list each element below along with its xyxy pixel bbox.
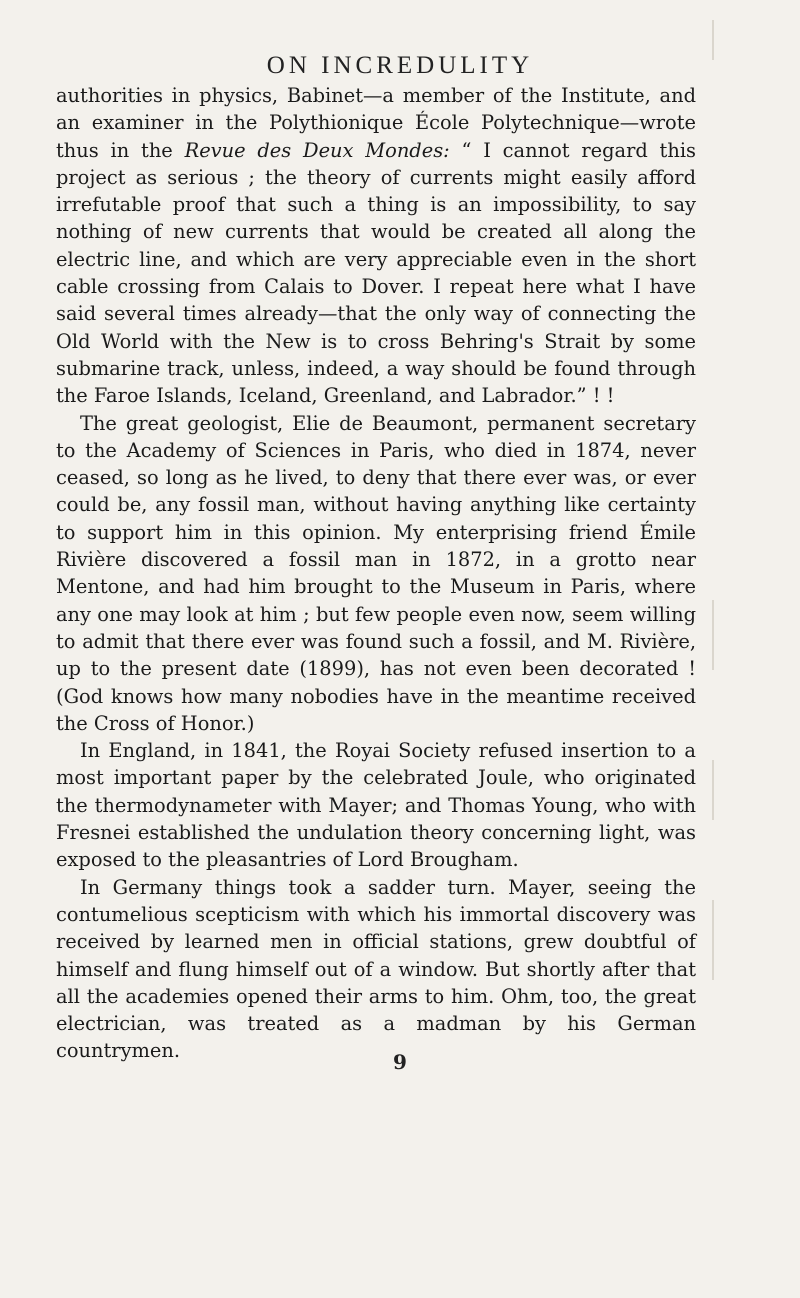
paragraph-1 (56, 82, 696, 410)
running-head: ON INCREDULITY (266, 52, 534, 79)
paragraph-3: In England, in 1841, the Royai Society refused insertion to a most important paper by the celebrated Joule, who originated the thermodynameter with Mayer; and Thomas Young, who with Fresnei established the undulation theory concerning light, was exposed to the pleasantries of Lord Brougham. (56, 739, 696, 872)
bleed-mark (712, 20, 714, 60)
paragraph-2: The great geologist, Elie de Beaumont, permanent secretary to the Academy of Sciences in Paris, who died in 1874, never ceased, so long as he lived, to deny that there ever was, or ever could be, any fossil man, without having anything like certainty to support him in this opinion. My enterprising friend Émile Rivière discovered a fossil man in 1872, in a grotto near Mentone, and had him brought to the Museum in Paris, where any one may look at him ; but few people even now, seem willing to admit that there ever was found such a fossil, and M. Rivière, up to the present date (1899), has not even been decorated ! (God knows how many nobodies have in the meantime received the Cross of Honor.) (56, 411, 696, 735)
journal-title: Revue des Deux Mondes: (184, 138, 450, 162)
bleed-mark (712, 900, 714, 980)
bleed-mark (712, 600, 714, 670)
paragraph-1-quote: “ I cannot regard this project as serious ; the theory of currents might easily afford irrefutable proof that such a thing is an impossibility, to say nothing of new currents that would be created all along the electric line, and which are very appreciable even in the short cable crossing from Calais to Dover. I repeat here what I have said several times already—that the only way of connecting the Old World with the New is to cross Behring's Strait by some submarine track, unless, indeed, a way should be found through the Faroe Islands, Iceland, Greenland, and Labrador.” ! ! (56, 138, 696, 408)
body-text (56, 82, 696, 1065)
paragraph-1-start: authorities in physics, Babinet—a member of the Institute, and an examiner in the Polythionique École Polytechnique—wrote thus in the (56, 84, 696, 162)
page-number: 9 (393, 1050, 407, 1074)
bleed-mark (712, 760, 714, 820)
paragraph-4: In Germany things took a sadder turn. Mayer, seeing the contumelious scepticism with which his immortal discovery was received by learned men in official stations, grew doubtful of himself and flung himself out of a window. But shortly after that all the academies opened their arms to him. Ohm, too, the great electrician, was treated as a madman by his German countrymen. (56, 875, 696, 1063)
